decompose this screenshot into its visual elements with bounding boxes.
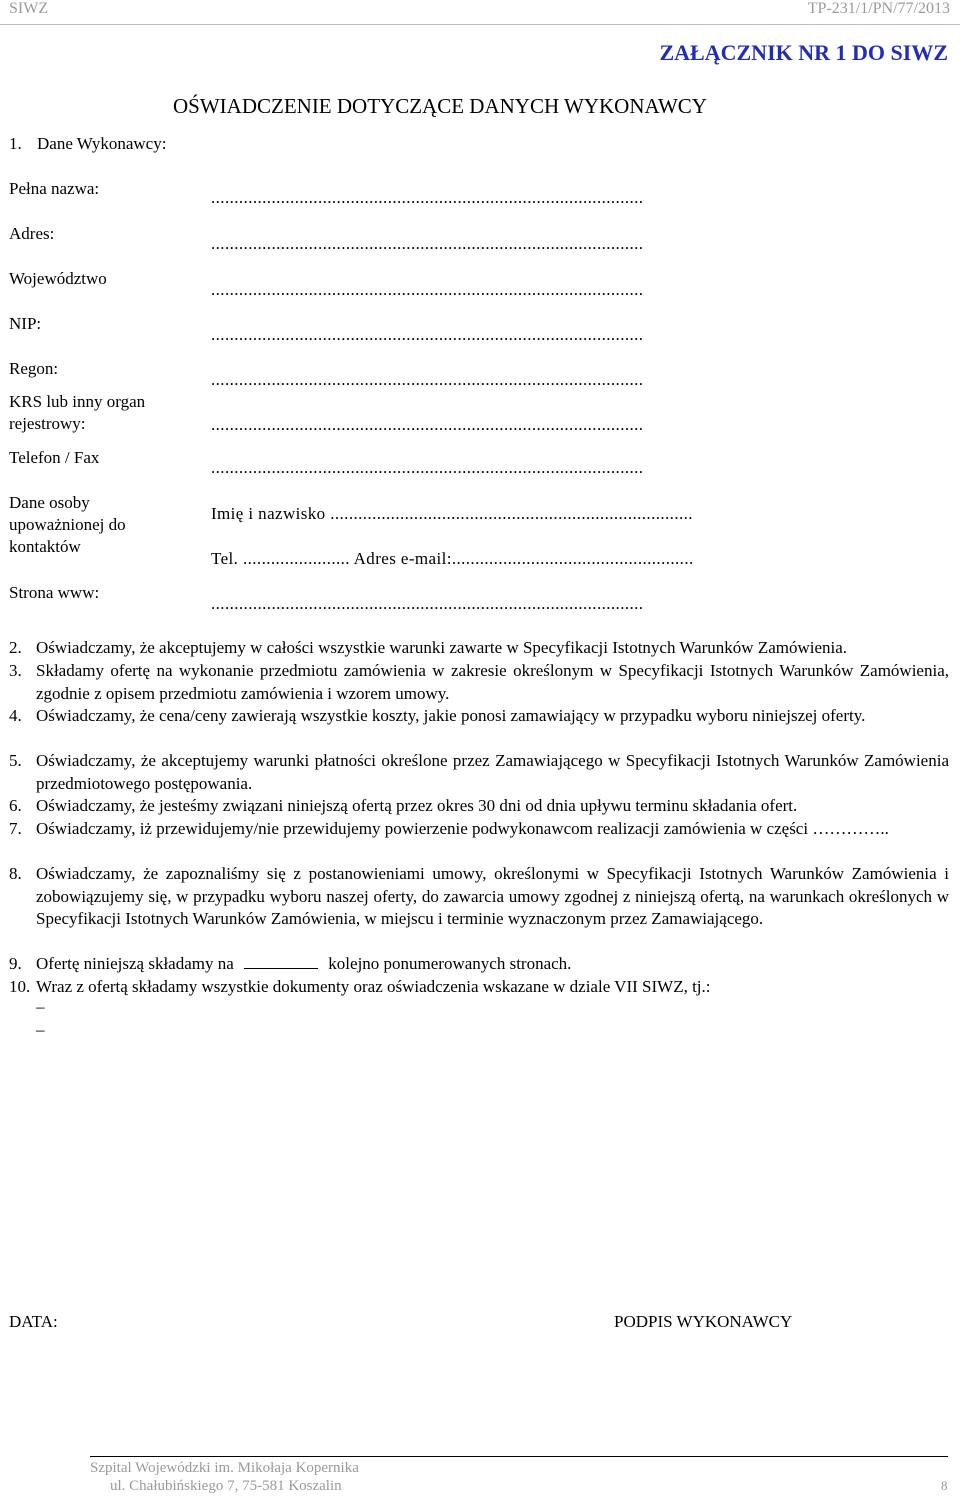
list-item-number: 5.	[9, 751, 22, 770]
header-left: SIWZ	[9, 0, 49, 17]
pages-text-after: kolejno ponumerowanych stronach.	[328, 954, 572, 973]
field-value-address[interactable]: .............................................................................................	[211, 234, 644, 253]
list-item-text: Wraz z ofertą składamy wszystkie dokumenty oraz oświadczenia wskazane w dziale VII SIWZ, tj.:	[36, 977, 711, 996]
field-value-website[interactable]: .............................................................................................	[211, 594, 644, 613]
footer-rule	[90, 1456, 948, 1457]
field-value-contact-name[interactable]: Imię i nazwisko ..............................................................................	[211, 504, 693, 523]
footer-address: ul. Chałubińskiego 7, 75-581 Koszalin	[110, 1478, 342, 1494]
field-value-voivodeship[interactable]: .............................................................................................	[211, 280, 644, 299]
attachment-title: ZAŁĄCZNIK NR 1 DO SIWZ	[659, 40, 948, 65]
field-label-krs: KRS lub inny organ rejestrowy:	[9, 392, 146, 433]
list-item-number: 3.	[9, 661, 22, 680]
field-label-website: Strona www:	[9, 583, 100, 602]
statement-title: OŚWIADCZENIE DOTYCZĄCE DANYCH WYKONAWCY	[173, 94, 707, 118]
list-item-text: Oświadczamy, że jesteśmy związani niniejszą ofertą przez okres 30 dni od dnia upływu terminu składania ofert.	[36, 796, 798, 815]
pages-count-blank[interactable]	[244, 954, 318, 969]
dash-line[interactable]: –	[36, 1020, 45, 1039]
header-right: TP-231/1/PN/77/2013	[807, 0, 950, 17]
pages-text-before: Ofertę niniejszą składamy na	[36, 954, 234, 973]
field-value-contact-phone-email[interactable]: Tel. ....................... Adres e-mail:....................................................	[211, 549, 694, 568]
date-label: DATA:	[9, 1312, 58, 1331]
list-item-text	[36, 953, 949, 976]
footer-hospital-name: Szpital Wojewódzki im. Mikołaja Kopernika	[90, 1460, 359, 1476]
section1-title: Dane Wykonawcy:	[37, 134, 167, 153]
field-label-address: Adres:	[9, 224, 55, 243]
page-number: 8	[941, 1478, 948, 1493]
list-item-text: Oświadczamy, że akceptujemy warunki płatności określone przez Zamawiającego w Specyfikacji Istotnych Warunków Zamówienia przedmiotowego postępowania.	[36, 751, 949, 793]
header-rule	[0, 24, 960, 25]
list-item-text: Oświadczamy, że cena/ceny zawierają wszystkie koszty, jakie ponosi zamawiający w przypadku wyboru niniejszej oferty.	[36, 706, 866, 725]
field-label-full-name: Pełna nazwa:	[9, 179, 100, 198]
field-value-full-name[interactable]: .............................................................................................	[211, 188, 644, 207]
list-item-number: 8.	[9, 864, 22, 883]
signature-label: PODPIS WYKONAWCY	[614, 1312, 793, 1331]
field-value-krs[interactable]: .............................................................................................	[211, 415, 644, 434]
field-label-phone-fax: Telefon / Fax	[9, 448, 100, 467]
field-value-nip[interactable]: .............................................................................................	[211, 325, 644, 344]
list-item-number: 6.	[9, 796, 22, 815]
list-item-text: Oświadczamy, że akceptujemy w całości wszystkie warunki zawarte w Specyfikacji Istotnych Warunków Zamówienia.	[36, 638, 848, 657]
field-label-regon: Regon:	[9, 359, 59, 378]
list-item-number: 2.	[9, 638, 22, 657]
list-item-number: 10.	[9, 977, 31, 996]
dash-line[interactable]: –	[36, 997, 45, 1016]
field-label-voivodeship: Województwo	[9, 269, 107, 288]
list-item-text: Składamy ofertę na wykonanie przedmiotu zamówienia w zakresie określonym w Specyfikacji Istotnych Warunków Zamówienia, zgodnie z opisem przedmiotu zamówienia i wzorem umowy.	[36, 661, 949, 703]
list-item-number: 4.	[9, 706, 22, 725]
list-item-text: Oświadczamy, że zapoznaliśmy się z postanowieniami umowy, określonymi w Specyfikacji Istotnych Warunków Zamówienia i zobowiązujemy się, w przypadku wyboru naszej oferty, do zawarcia umowy zgodnej z niniejszą ofertą, na warunkach określonych w Specyfikacji Istotnych Warunków Zamówienia, w miejscu i terminie wyznaczonym przez Zamawiającego.	[36, 864, 949, 929]
field-label-nip: NIP:	[9, 314, 42, 333]
field-label-contact-person: Dane osoby upoważnionej do kontaktów	[9, 493, 126, 556]
list-item-number: 7.	[9, 819, 22, 838]
list-item-text: Oświadczamy, iż przewidujemy/nie przewidujemy powierzenie podwykonawcom realizacji zamówienia w części …………..	[36, 819, 889, 838]
section1-number: 1.	[9, 134, 22, 153]
field-value-phone-fax[interactable]: .............................................................................................	[211, 458, 644, 477]
list-item-number: 9.	[9, 954, 22, 973]
field-value-regon[interactable]: .............................................................................................	[211, 370, 644, 389]
